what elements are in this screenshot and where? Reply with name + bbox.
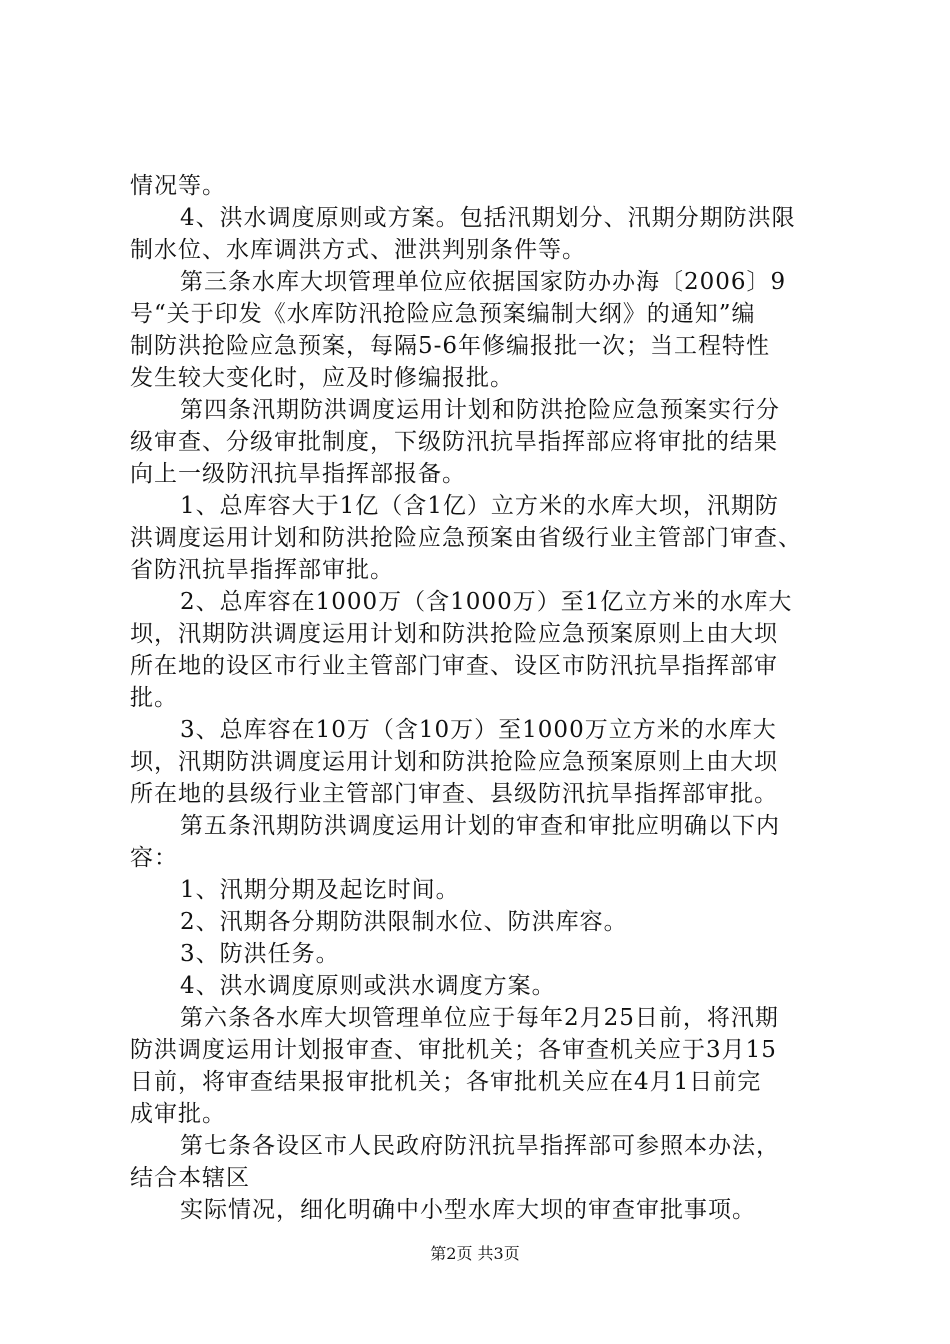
text-line: 所在地的县级行业主管部门审查、县级防汛抗旱指挥部审批。 [130,781,778,807]
document-body [130,170,842,1226]
text-line: 第三条水库大坝管理单位应依据国家防办办海〔2006〕9 [180,269,787,295]
text-line: 3、总库容在10万（含10万）至1000万立方米的水库大 [180,717,777,743]
text-line: 所在地的设区市行业主管部门审查、设区市防汛抗旱指挥部审 [130,653,778,679]
text-line: 防洪调度运用计划报审查、审批机关；各审查机关应于3月15 [130,1037,777,1063]
text-line: 2、汛期各分期防洪限制水位、防洪库容。 [180,909,628,935]
text-line: 制防洪抢险应急预案，每隔5-6年修编报批一次；当工程特性 [130,333,771,359]
text-line: 日前，将审查结果报审批机关；各审批机关应在4月1日前完 [130,1069,762,1095]
page-number-label: 第2页 共3页 [430,1244,520,1263]
text-line: 1、总库容大于1亿（含1亿）立方米的水库大坝，汛期防 [180,493,779,519]
text-line: 批。 [130,685,178,711]
text-line: 坝，汛期防洪调度运用计划和防洪抢险应急预案原则上由大坝 [130,621,778,647]
text-line: 坝，汛期防洪调度运用计划和防洪抢险应急预案原则上由大坝 [130,749,778,775]
text-line: 第七条各设区市人民政府防汛抗旱指挥部可参照本办法， [180,1133,780,1159]
text-line: 情况等。 [130,173,226,199]
text-line: 号“关于印发《水库防汛抢险应急预案编制大纲》的通知”编 [130,301,756,327]
text-line: 结合本辖区 [130,1165,250,1191]
text-line: 1、汛期分期及起讫时间。 [180,877,460,903]
text-line: 洪调度运用计划和防洪抢险应急预案由省级行业主管部门审查、 [130,525,802,551]
text-line: 2、总库容在1000万（含1000万）至1亿立方米的水库大 [180,589,793,615]
text-line: 4、洪水调度原则或方案。包括汛期划分、汛期分期防洪限 [180,205,796,231]
text-line: 省防汛抗旱指挥部审批。 [130,557,394,583]
text-line: 实际情况，细化明确中小型水库大坝的审查审批事项。 [180,1197,756,1223]
text-line: 向上一级防汛抗旱指挥部报备。 [130,461,466,487]
text-line: 级审查、分级审批制度，下级防汛抗旱指挥部应将审批的结果 [130,429,778,455]
text-line: 发生较大变化时，应及时修编报批。 [130,365,514,391]
text-line: 3、防洪任务。 [180,941,340,967]
text-line: 第四条汛期防洪调度运用计划和防洪抢险应急预案实行分 [180,397,780,423]
text-line: 第六条各水库大坝管理单位应于每年2月25日前，将汛期 [180,1005,779,1031]
page-footer [0,1243,950,1265]
text-line: 4、洪水调度原则或洪水调度方案。 [180,973,556,999]
text-line: 第五条汛期防洪调度运用计划的审查和审批应明确以下内 [180,813,780,839]
text-line: 容： [130,845,178,871]
text-line: 成审批。 [130,1101,226,1127]
text-line: 制水位、水库调洪方式、泄洪判别条件等。 [130,237,586,263]
